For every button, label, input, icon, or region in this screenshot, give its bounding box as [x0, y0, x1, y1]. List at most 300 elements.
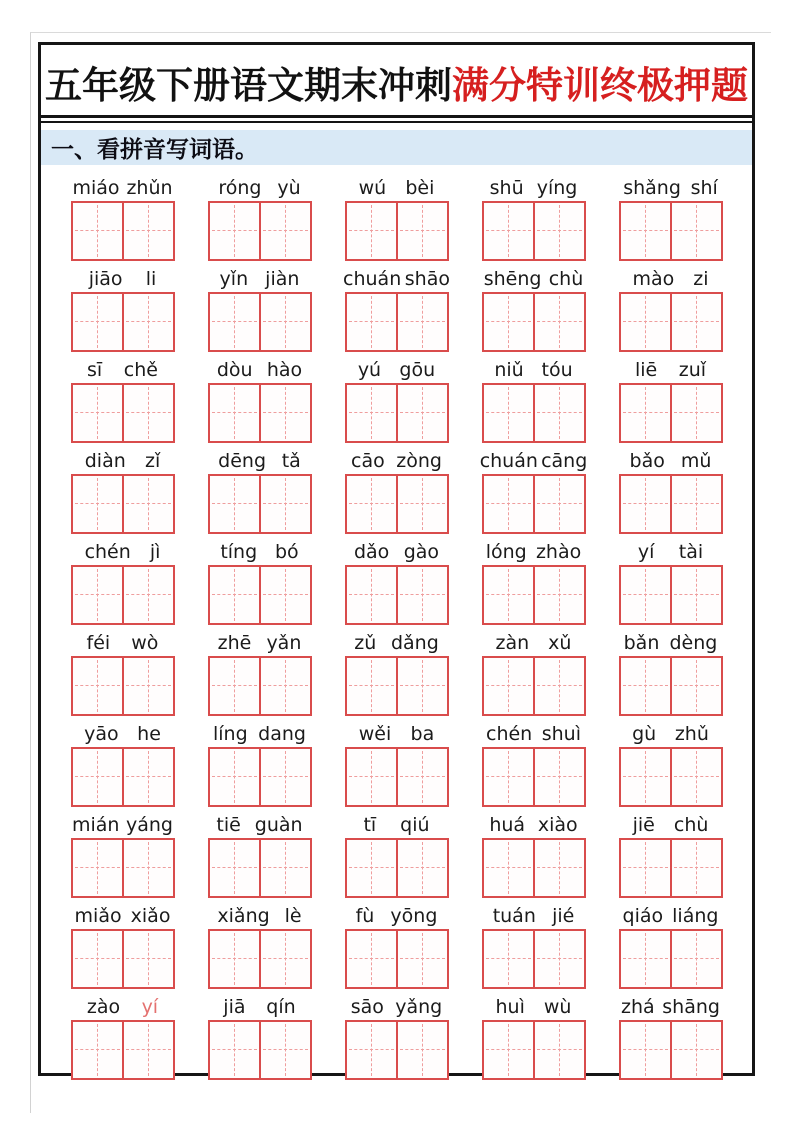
- pinyin-label: [66, 627, 180, 654]
- pinyin-syllable: jiāo: [88, 268, 123, 291]
- word-cell: [602, 172, 739, 263]
- pinyin-syllable: xǔ: [548, 632, 572, 655]
- writing-cell: [533, 658, 584, 714]
- pinyin-syllable: zào: [86, 996, 121, 1019]
- pinyin-syllable: chě: [123, 359, 158, 382]
- word-cell: [191, 900, 328, 991]
- writing-cell: [484, 385, 533, 441]
- writing-cell: [396, 567, 447, 623]
- pinyin-label: [340, 354, 454, 381]
- writing-cell: [347, 203, 396, 259]
- writing-cell: [210, 294, 259, 350]
- section-heading: 一、看拼音写词语。: [51, 137, 258, 162]
- writing-cell: [73, 385, 122, 441]
- writing-cell: [621, 931, 670, 987]
- pinyin-syllable: huì: [495, 996, 525, 1019]
- pinyin-label: [477, 445, 591, 472]
- writing-cell: [210, 931, 259, 987]
- pinyin-syllable: tuán: [492, 905, 536, 928]
- writing-cell: [670, 476, 721, 532]
- word-cell: [465, 809, 602, 900]
- pinyin-syllable: hào: [266, 359, 303, 382]
- word-cell: [602, 900, 739, 991]
- page-title: [41, 45, 752, 115]
- writing-box: [619, 292, 723, 352]
- writing-cell: [210, 1022, 259, 1078]
- pinyin-label: [340, 172, 454, 199]
- pinyin-label: [477, 991, 591, 1018]
- page-title-black: 五年级下册语文期末冲刺: [45, 66, 452, 107]
- writing-box: [208, 838, 312, 898]
- pinyin-syllable: yù: [277, 177, 301, 200]
- writing-cell: [670, 931, 721, 987]
- pinyin-syllable: yǎng: [395, 996, 443, 1019]
- writing-cell: [210, 385, 259, 441]
- writing-box: [345, 929, 449, 989]
- pinyin-label: [66, 263, 180, 290]
- writing-cell: [210, 840, 259, 896]
- pinyin-syllable: chuán: [479, 450, 538, 473]
- pinyin-label: [340, 991, 454, 1018]
- pinyin-syllable: tóu: [541, 359, 573, 382]
- writing-box: [482, 929, 586, 989]
- pinyin-syllable: qiú: [400, 814, 430, 837]
- pinyin-syllable: mián: [72, 814, 120, 837]
- writing-cell: [670, 1022, 721, 1078]
- pinyin-syllable: shēng: [483, 268, 542, 291]
- writing-cell: [396, 931, 447, 987]
- writing-cell: [484, 203, 533, 259]
- writing-box: [345, 201, 449, 261]
- pinyin-syllable: féi: [86, 632, 111, 655]
- writing-cell: [73, 476, 122, 532]
- writing-cell: [396, 385, 447, 441]
- pinyin-label: [477, 263, 591, 290]
- pinyin-label: [340, 809, 454, 836]
- pinyin-syllable: niǔ: [494, 359, 524, 382]
- pinyin-label: [614, 172, 728, 199]
- writing-box: [208, 656, 312, 716]
- writing-box: [482, 383, 586, 443]
- writing-cell: [122, 840, 173, 896]
- pinyin-syllable: zǐ: [145, 450, 161, 473]
- pinyin-label: [340, 263, 454, 290]
- title-divider: [41, 115, 752, 123]
- pinyin-label: [614, 263, 728, 290]
- pinyin-syllable: dang: [258, 723, 306, 746]
- writing-cell: [210, 658, 259, 714]
- writing-cell: [396, 294, 447, 350]
- pinyin-syllable: zi: [693, 268, 709, 291]
- writing-box: [619, 1020, 723, 1080]
- word-cell: [328, 354, 465, 445]
- pinyin-syllable: shí: [690, 177, 718, 200]
- pinyin-syllable: yáng: [125, 814, 173, 837]
- pinyin-syllable: huá: [489, 814, 526, 837]
- writing-cell: [484, 567, 533, 623]
- pinyin-label: [340, 445, 454, 472]
- writing-cell: [259, 385, 310, 441]
- writing-cell: [484, 749, 533, 805]
- word-cell: [328, 718, 465, 809]
- writing-cell: [259, 567, 310, 623]
- writing-cell: [484, 931, 533, 987]
- pinyin-syllable: li: [145, 268, 157, 291]
- page-title-red: 满分特训终极押题: [452, 66, 748, 107]
- pinyin-syllable: róng: [218, 177, 262, 200]
- writing-cell: [484, 1022, 533, 1078]
- word-cell: [602, 263, 739, 354]
- writing-cell: [122, 658, 173, 714]
- pinyin-syllable: dēng: [218, 450, 267, 473]
- pinyin-syllable: zhào: [535, 541, 582, 564]
- pinyin-syllable: gōu: [399, 359, 436, 382]
- writing-cell: [73, 840, 122, 896]
- writing-box: [482, 201, 586, 261]
- pinyin-syllable: jì: [149, 541, 161, 564]
- pinyin-syllable: shǎng: [623, 177, 681, 200]
- pinyin-label: [66, 718, 180, 745]
- writing-cell: [122, 476, 173, 532]
- pinyin-syllable: wěi: [358, 723, 392, 746]
- pinyin-label: [340, 627, 454, 654]
- pinyin-label: [614, 536, 728, 563]
- pinyin-syllable: zǔ: [354, 632, 377, 655]
- word-cell: [54, 900, 191, 991]
- writing-cell: [670, 203, 721, 259]
- writing-cell: [259, 203, 310, 259]
- pinyin-syllable: sāo: [350, 996, 384, 1019]
- pinyin-syllable: diàn: [84, 450, 126, 473]
- pinyin-label: [340, 536, 454, 563]
- writing-cell: [73, 749, 122, 805]
- pinyin-syllable: liē: [634, 359, 658, 382]
- writing-cell: [396, 203, 447, 259]
- pinyin-label: [203, 172, 317, 199]
- pinyin-label: [614, 445, 728, 472]
- pinyin-syllable: bǎo: [629, 450, 665, 473]
- pinyin-syllable: yǎn: [266, 632, 302, 655]
- word-cell: [465, 354, 602, 445]
- pinyin-syllable: dòu: [216, 359, 253, 382]
- word-cell: [54, 536, 191, 627]
- pinyin-syllable: zhǔn: [126, 177, 173, 200]
- pinyin-syllable: jiàn: [265, 268, 300, 291]
- writing-cell: [670, 840, 721, 896]
- writing-cell: [670, 294, 721, 350]
- writing-cell: [670, 658, 721, 714]
- word-cell: [54, 991, 191, 1082]
- pinyin-label: [340, 900, 454, 927]
- pinyin-syllable: yíng: [536, 177, 578, 200]
- writing-cell: [73, 1022, 122, 1078]
- writing-box: [71, 838, 175, 898]
- word-cell: [465, 263, 602, 354]
- word-cell: [191, 991, 328, 1082]
- pinyin-syllable: líng: [213, 723, 248, 746]
- pinyin-label: [66, 900, 180, 927]
- word-cell: [328, 172, 465, 263]
- word-cell: [602, 536, 739, 627]
- writing-box: [71, 656, 175, 716]
- pinyin-label: [614, 354, 728, 381]
- writing-box: [345, 656, 449, 716]
- writing-cell: [670, 567, 721, 623]
- pinyin-syllable: miǎo: [74, 905, 122, 928]
- word-cell: [191, 536, 328, 627]
- word-cell: [328, 809, 465, 900]
- writing-box: [619, 656, 723, 716]
- writing-box: [619, 929, 723, 989]
- writing-cell: [533, 931, 584, 987]
- word-cell: [602, 445, 739, 536]
- writing-box: [345, 747, 449, 807]
- writing-cell: [347, 1022, 396, 1078]
- word-cell: [191, 263, 328, 354]
- writing-cell: [621, 385, 670, 441]
- writing-cell: [122, 749, 173, 805]
- pinyin-label: [203, 263, 317, 290]
- section-heading-bar: [41, 130, 752, 165]
- word-cell: [465, 536, 602, 627]
- pinyin-syllable: jiē: [632, 814, 655, 837]
- word-cell: [465, 445, 602, 536]
- pinyin-label: [66, 536, 180, 563]
- pinyin-syllable: zhē: [217, 632, 252, 655]
- writing-cell: [347, 294, 396, 350]
- pinyin-syllable: lóng: [485, 541, 527, 564]
- writing-cell: [73, 658, 122, 714]
- writing-cell: [210, 203, 259, 259]
- pinyin-syllable: yí: [141, 996, 159, 1019]
- pinyin-label: [203, 809, 317, 836]
- writing-box: [208, 747, 312, 807]
- word-cell: [602, 354, 739, 445]
- writing-cell: [347, 567, 396, 623]
- writing-cell: [73, 203, 122, 259]
- writing-box: [482, 474, 586, 534]
- writing-cell: [73, 294, 122, 350]
- writing-box: [71, 565, 175, 625]
- writing-box: [71, 383, 175, 443]
- writing-cell: [396, 1022, 447, 1078]
- writing-box: [208, 565, 312, 625]
- word-cell: [54, 627, 191, 718]
- word-cell: [465, 900, 602, 991]
- pinyin-syllable: zhǔ: [674, 723, 709, 746]
- pinyin-label: [66, 809, 180, 836]
- word-cell: [54, 718, 191, 809]
- pinyin-syllable: mǔ: [680, 450, 712, 473]
- writing-cell: [484, 294, 533, 350]
- writing-cell: [533, 476, 584, 532]
- pinyin-label: [66, 354, 180, 381]
- writing-cell: [621, 567, 670, 623]
- pinyin-syllable: tíng: [220, 541, 258, 564]
- writing-cell: [210, 476, 259, 532]
- word-cell: [191, 445, 328, 536]
- pinyin-syllable: tī: [363, 814, 377, 837]
- pinyin-label: [203, 445, 317, 472]
- pinyin-label: [66, 445, 180, 472]
- word-cell: [602, 718, 739, 809]
- word-cell: [328, 445, 465, 536]
- pinyin-label: [614, 718, 728, 745]
- writing-cell: [122, 931, 173, 987]
- writing-box: [71, 929, 175, 989]
- pinyin-grid: [41, 165, 752, 1082]
- pinyin-label: [340, 718, 454, 745]
- pinyin-syllable: ba: [410, 723, 435, 746]
- pinyin-syllable: fù: [355, 905, 375, 928]
- writing-box: [208, 201, 312, 261]
- writing-box: [345, 383, 449, 443]
- pinyin-syllable: chuán: [343, 268, 402, 291]
- writing-box: [208, 474, 312, 534]
- pinyin-syllable: yōng: [390, 905, 438, 928]
- pinyin-syllable: wò: [131, 632, 159, 655]
- pinyin-syllable: yú: [357, 359, 382, 382]
- writing-cell: [396, 476, 447, 532]
- pinyin-syllable: cāng: [541, 450, 588, 473]
- pinyin-label: [477, 718, 591, 745]
- writing-box: [208, 1020, 312, 1080]
- writing-cell: [533, 203, 584, 259]
- pinyin-label: [477, 900, 591, 927]
- writing-cell: [484, 476, 533, 532]
- pinyin-syllable: liáng: [672, 905, 719, 928]
- writing-cell: [621, 476, 670, 532]
- pinyin-syllable: wú: [358, 177, 387, 200]
- pinyin-label: [203, 354, 317, 381]
- writing-box: [208, 292, 312, 352]
- writing-box: [208, 929, 312, 989]
- pinyin-label: [614, 900, 728, 927]
- pinyin-syllable: tiē: [216, 814, 241, 837]
- word-cell: [191, 354, 328, 445]
- word-cell: [191, 172, 328, 263]
- writing-cell: [259, 658, 310, 714]
- pinyin-syllable: lè: [284, 905, 302, 928]
- word-cell: [465, 991, 602, 1082]
- pinyin-syllable: shāo: [404, 268, 450, 291]
- pinyin-syllable: yǐn: [219, 268, 249, 291]
- writing-cell: [122, 203, 173, 259]
- writing-box: [345, 1020, 449, 1080]
- pinyin-syllable: bó: [274, 541, 299, 564]
- writing-box: [482, 292, 586, 352]
- pinyin-label: [477, 354, 591, 381]
- pinyin-syllable: bǎn: [623, 632, 660, 655]
- word-cell: [54, 354, 191, 445]
- writing-cell: [533, 385, 584, 441]
- writing-cell: [347, 931, 396, 987]
- pinyin-label: [203, 900, 317, 927]
- word-cell: [465, 172, 602, 263]
- writing-cell: [210, 749, 259, 805]
- worksheet-frame: [38, 42, 755, 1076]
- writing-cell: [670, 749, 721, 805]
- writing-cell: [73, 931, 122, 987]
- writing-cell: [670, 385, 721, 441]
- pinyin-syllable: guàn: [254, 814, 303, 837]
- word-cell: [54, 809, 191, 900]
- writing-box: [482, 838, 586, 898]
- word-cell: [54, 263, 191, 354]
- pinyin-syllable: zòng: [396, 450, 442, 473]
- writing-cell: [122, 567, 173, 623]
- writing-box: [482, 1020, 586, 1080]
- pinyin-syllable: xiǎng: [217, 905, 270, 928]
- writing-cell: [259, 840, 310, 896]
- word-cell: [54, 445, 191, 536]
- writing-cell: [484, 840, 533, 896]
- writing-cell: [210, 567, 259, 623]
- writing-cell: [259, 1022, 310, 1078]
- word-cell: [191, 718, 328, 809]
- pinyin-syllable: jiā: [223, 996, 246, 1019]
- word-cell: [328, 627, 465, 718]
- writing-cell: [533, 749, 584, 805]
- pinyin-syllable: yāo: [84, 723, 119, 746]
- pinyin-syllable: qiáo: [622, 905, 664, 928]
- writing-box: [619, 383, 723, 443]
- pinyin-label: [203, 536, 317, 563]
- writing-cell: [621, 749, 670, 805]
- word-cell: [465, 718, 602, 809]
- pinyin-syllable: shāng: [662, 996, 720, 1019]
- pinyin-syllable: xiǎo: [130, 905, 171, 928]
- writing-box: [619, 747, 723, 807]
- writing-cell: [396, 840, 447, 896]
- pinyin-label: [477, 172, 591, 199]
- writing-box: [345, 838, 449, 898]
- writing-cell: [621, 203, 670, 259]
- pinyin-syllable: mào: [632, 268, 675, 291]
- pinyin-syllable: cāo: [351, 450, 385, 473]
- writing-box: [482, 747, 586, 807]
- pinyin-syllable: dèng: [669, 632, 718, 655]
- writing-cell: [122, 385, 173, 441]
- word-cell: [465, 627, 602, 718]
- writing-box: [71, 474, 175, 534]
- pinyin-label: [203, 991, 317, 1018]
- writing-cell: [533, 840, 584, 896]
- writing-cell: [621, 658, 670, 714]
- pinyin-label: [477, 627, 591, 654]
- word-cell: [328, 536, 465, 627]
- pinyin-label: [203, 627, 317, 654]
- writing-box: [619, 201, 723, 261]
- writing-box: [345, 565, 449, 625]
- writing-cell: [347, 476, 396, 532]
- writing-cell: [533, 294, 584, 350]
- pinyin-syllable: zuǐ: [678, 359, 707, 382]
- writing-box: [345, 474, 449, 534]
- writing-cell: [533, 567, 584, 623]
- writing-cell: [484, 658, 533, 714]
- writing-cell: [122, 1022, 173, 1078]
- writing-cell: [396, 749, 447, 805]
- pinyin-syllable: bèi: [405, 177, 435, 200]
- writing-cell: [122, 294, 173, 350]
- word-cell: [328, 900, 465, 991]
- pinyin-syllable: gù: [632, 723, 657, 746]
- pinyin-syllable: chén: [84, 541, 131, 564]
- writing-box: [71, 1020, 175, 1080]
- writing-cell: [347, 749, 396, 805]
- pinyin-syllable: yí: [637, 541, 655, 564]
